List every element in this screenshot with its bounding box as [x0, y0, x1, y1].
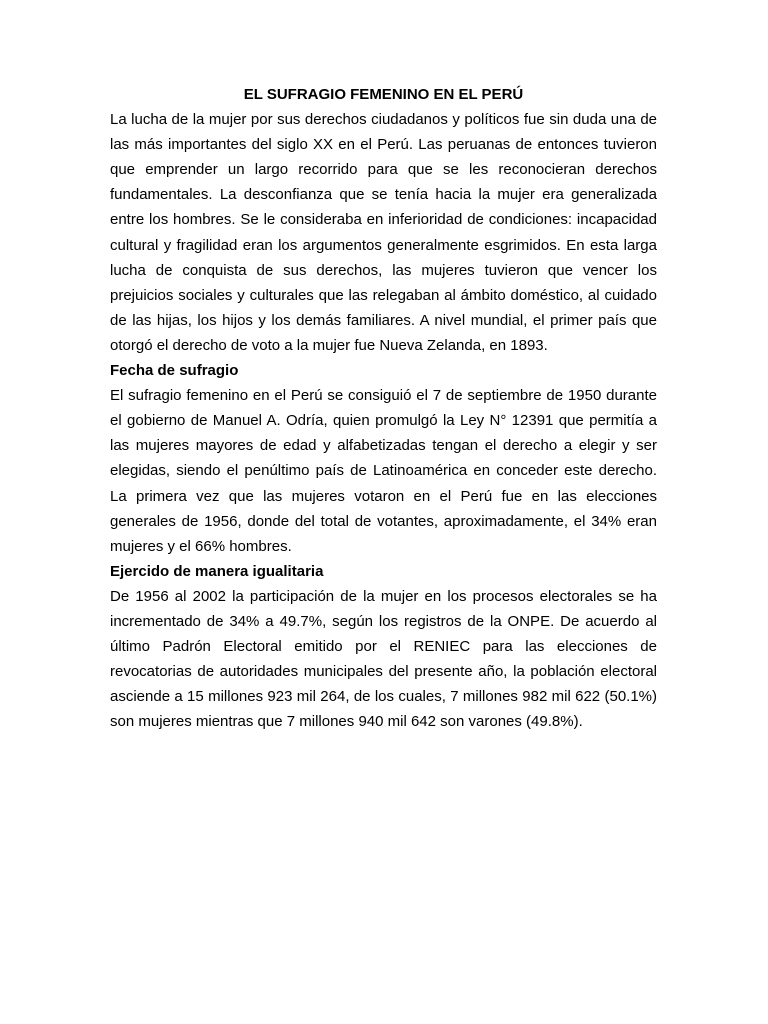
document-page — [110, 82, 657, 734]
section-paragraph-fecha: El sufragio femenino en el Perú se consiguió el 7 de septiembre de 1950 durante el gobierno de Manuel A. Odría, quien promulgó la Ley N° 12391 que permitía a las mujeres mayores de edad y alfabetizadas tengan el derecho a elegir y ser elegidas, siendo el penúltimo país de Latinoamérica en conceder este derecho. La primera vez que las mujeres votaron en el Perú fue en las elecciones generales de 1956, donde del total de votantes, aproximadamente, el 34% eran mujeres y el 66% hombres. — [110, 387, 657, 555]
section-paragraph-ejercido: De 1956 al 2002 la participación de la mujer en los procesos electorales se ha incrementado de 34% a 49.7%, según los registros de la ONPE. De acuerdo al último Padrón Electoral emitido por el RENIEC para las elecciones de revocatorias de autoridades municipales del presente año, la población electoral asciende a 15 millones 923 mil 264, de los cuales, 7 millones 982 mil 622 (50.1%) son mujeres mientras que 7 millones 940 mil 642 son varones (49.8%). — [110, 587, 657, 731]
section-heading-fecha: Fecha de sufragio — [110, 362, 239, 380]
document-title: EL SUFRAGIO FEMENINO EN EL PERÚ — [243, 86, 524, 103]
section-heading-ejercido: Ejercido de manera igualitaria — [110, 562, 324, 580]
intro-paragraph: La lucha de la mujer por sus derechos ciudadanos y políticos fue sin duda una de las más importantes del siglo XX en el Perú. Las peruanas de entonces tuvieron que emprender un largo recorrido para que se les reconocieran derechos fundamentales. La desconfianza que se tenía hacia la mujer era generalizada entre los hombres. Se le consideraba en inferioridad de condiciones: incapacidad cultural y fragilidad eran los argumentos generalmente esgrimidos. En esta larga lucha de conquista de sus derechos, las mujeres tuvieron que vencer los prejuicios sociales y culturales que las relegaban al ámbito doméstico, al cuidado de las hijas, los hijos y los demás familiares. A nivel mundial, el primer país que otorgó el derecho de voto a la mujer fue Nueva Zelanda, en 1893. — [110, 111, 657, 354]
